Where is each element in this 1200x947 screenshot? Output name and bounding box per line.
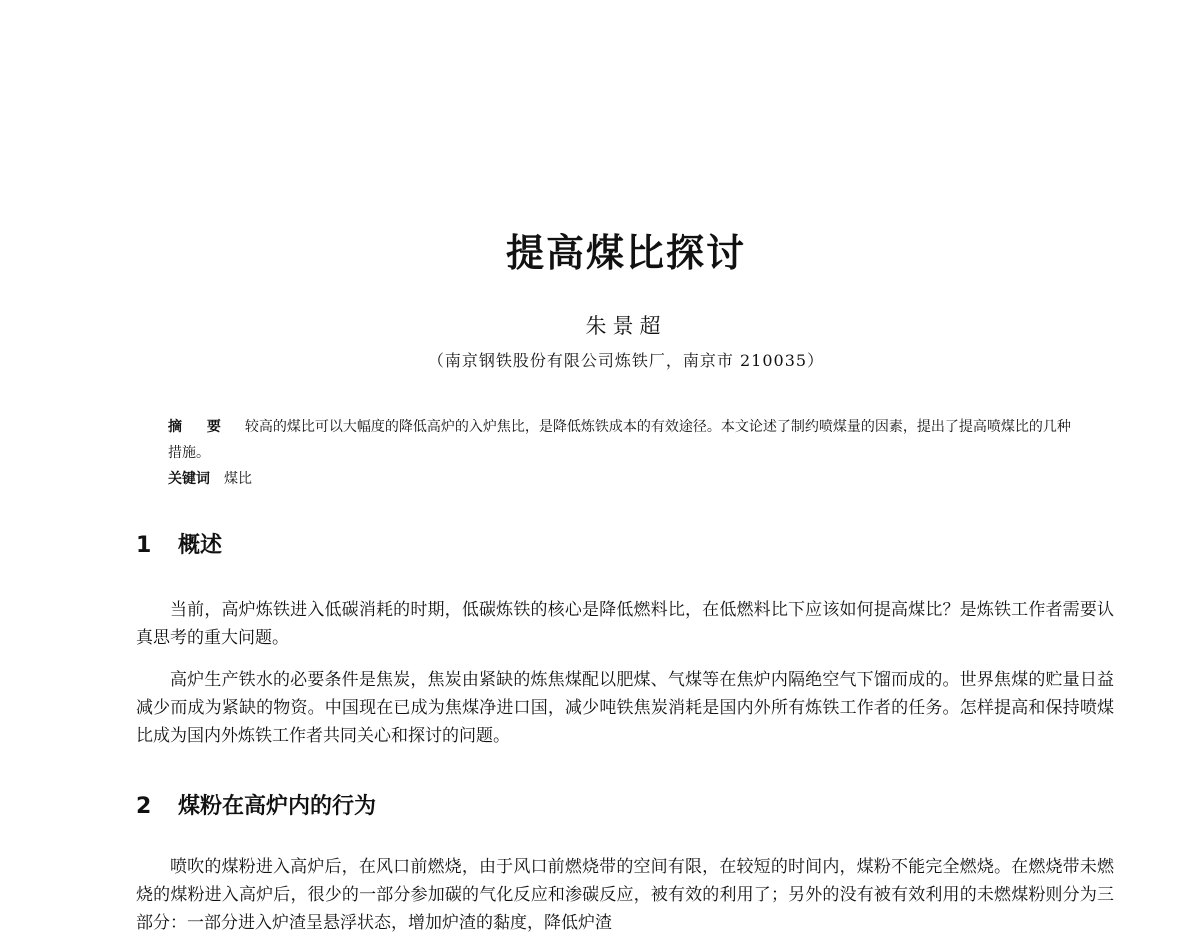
section-title: 概述 (178, 533, 223, 558)
section-number: 1 (136, 533, 152, 558)
abstract-label: 摘 要 (168, 419, 231, 435)
section-title: 煤粉在高炉内的行为 (178, 794, 377, 819)
author-name: 朱景超 (585, 314, 667, 338)
keywords (168, 466, 252, 492)
section-heading-overview (136, 528, 222, 559)
paragraph: 高炉生产铁水的必要条件是焦炭，焦炭由紧缺的炼焦煤配以肥煤、气煤等在焦炉内隔绝空气下馏而成的。世界焦煤的贮量日益减少而成为紧缺的物资。中国现在已成为焦煤净进口国，减少吨铁焦炭消耗是国内外所有炼铁工作者的任务。怎样提高和保持喷煤比成为国内外炼铁工作者共同关心和探讨的问题。 (136, 670, 1114, 746)
paragraph: 当前，高炉炼铁进入低碳消耗的时期，低碳炼铁的核心是降低燃料比，在低燃料比下应该如何提高煤比？是炼铁工作者需要认真思考的重大问题。 (136, 600, 1114, 648)
keywords-text: 煤比 (224, 471, 252, 487)
author-affiliation: （南京钢铁股份有限公司炼铁厂，南京市 210035） (427, 351, 825, 370)
abstract-text: 较高的煤比可以大幅度的降低高炉的入炉焦比，是降低炼铁成本的有效途径。本文论述了制约喷煤量的因素，提出了提高喷煤比的几种措施。 (168, 419, 1071, 461)
section-heading-coal-behavior (136, 789, 376, 820)
abstract (168, 414, 1080, 466)
paragraph: 喷吹的煤粉进入高炉后，在风口前燃烧，由于风口前燃烧带的空间有限，在较短的时间内，煤粉不能完全燃烧。在燃烧带未燃烧的煤粉进入高炉后，很少的一部分参加碳的气化反应和渗碳反应，被有效的利用了；另外的没有被有效利用的未燃煤粉则分为三部分：一部分进入炉渣呈悬浮状态，增加炉渣的黏度，降低炉渣 (136, 857, 1114, 933)
section-number: 2 (136, 794, 152, 819)
paper-title: 提高煤比探讨 (505, 231, 746, 275)
keywords-label: 关键词 (168, 471, 210, 487)
